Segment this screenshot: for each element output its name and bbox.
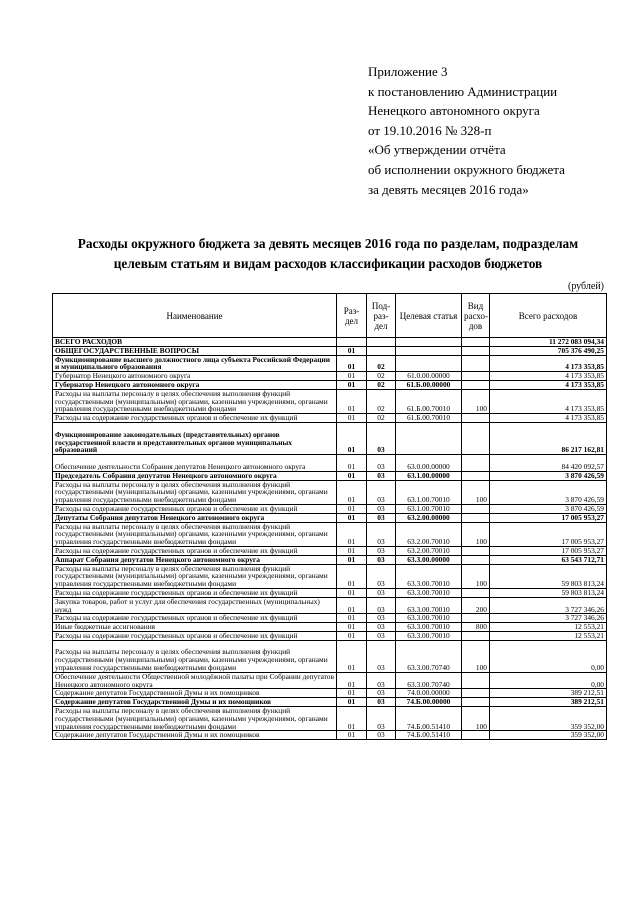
header-razdel: Раз-дел bbox=[337, 294, 367, 338]
row-razdel: 01 bbox=[337, 614, 367, 623]
row-razdel bbox=[337, 338, 367, 347]
appendix-line: «Об утверждении отчёта bbox=[368, 142, 506, 158]
row-razdel: 01 bbox=[337, 414, 367, 423]
row-razdel: 01 bbox=[337, 597, 367, 614]
row-article: 63.1.00.70010 bbox=[396, 504, 462, 513]
header-vid: Вид расхо-дов bbox=[462, 294, 490, 338]
row-name: Губернатор Ненецкого автономного округа bbox=[53, 372, 337, 381]
appendix-block bbox=[368, 62, 628, 199]
row-name: ВСЕГО РАСХОДОВ bbox=[53, 338, 337, 347]
table-row bbox=[53, 338, 607, 347]
header-article: Целевая статья bbox=[396, 294, 462, 338]
row-razdel: 01 bbox=[337, 471, 367, 480]
row-vid: 800 bbox=[462, 623, 490, 632]
row-name: Расходы на содержание государственных органов и обеспечение их функций bbox=[53, 614, 337, 623]
row-razdel: 01 bbox=[337, 689, 367, 698]
row-razdel: 01 bbox=[337, 698, 367, 707]
table-row bbox=[53, 422, 607, 454]
row-razdel: 01 bbox=[337, 564, 367, 588]
row-article: 63.3.00.70740 bbox=[396, 640, 462, 672]
row-article bbox=[396, 338, 462, 347]
units-label: (рублей) bbox=[567, 281, 604, 292]
row-vid bbox=[462, 355, 490, 372]
row-razdel: 01 bbox=[337, 522, 367, 546]
row-razdel: 01 bbox=[337, 640, 367, 672]
row-name: Расходы на содержание государственных органов и обеспечение их функций bbox=[53, 588, 337, 597]
table-row bbox=[53, 380, 607, 389]
row-vid bbox=[462, 631, 490, 640]
table-row bbox=[53, 414, 607, 423]
row-vid bbox=[462, 588, 490, 597]
row-razdel: 01 bbox=[337, 389, 367, 413]
row-total: 3 870 426,59 bbox=[490, 480, 607, 504]
row-total: 11 272 083 094,34 bbox=[490, 338, 607, 347]
row-total: 84 420 092,57 bbox=[490, 455, 607, 472]
table-row bbox=[53, 389, 607, 413]
row-name: ОБЩЕГОСУДАРСТВЕННЫЕ ВОПРОСЫ bbox=[53, 346, 337, 355]
row-article bbox=[396, 355, 462, 372]
title-line-1: Расходы окружного бюджета за девять месяцев 2016 года по разделам, подразделам bbox=[77, 236, 579, 251]
table-body bbox=[53, 338, 607, 740]
row-razdel: 01 bbox=[337, 422, 367, 454]
row-total: 4 173 353,85 bbox=[490, 389, 607, 413]
row-total: 4 173 353,85 bbox=[490, 414, 607, 423]
row-article: 61.Б.00.70010 bbox=[396, 389, 462, 413]
row-vid: 100 bbox=[462, 389, 490, 413]
row-total: 705 376 490,25 bbox=[490, 346, 607, 355]
row-article: 63.3.00.70010 bbox=[396, 631, 462, 640]
row-total: 389 212,51 bbox=[490, 689, 607, 698]
row-podrazdel: 03 bbox=[367, 731, 396, 740]
row-article: 63.3.00.70010 bbox=[396, 588, 462, 597]
row-podrazdel: 03 bbox=[367, 471, 396, 480]
row-podrazdel: 03 bbox=[367, 698, 396, 707]
row-total: 86 217 162,81 bbox=[490, 422, 607, 454]
row-article: 63.3.00.70740 bbox=[396, 672, 462, 689]
row-name: Расходы на содержание государственных органов и обеспечение их функций bbox=[53, 631, 337, 640]
row-razdel: 01 bbox=[337, 707, 367, 731]
table-row bbox=[53, 555, 607, 564]
row-podrazdel: 02 bbox=[367, 380, 396, 389]
row-podrazdel: 03 bbox=[367, 623, 396, 632]
row-article: 63.3.00.70010 bbox=[396, 614, 462, 623]
table-row bbox=[53, 471, 607, 480]
row-vid bbox=[462, 471, 490, 480]
row-podrazdel: 03 bbox=[367, 631, 396, 640]
table-row bbox=[53, 731, 607, 740]
table-row bbox=[53, 522, 607, 546]
row-podrazdel: 03 bbox=[367, 546, 396, 555]
row-razdel: 01 bbox=[337, 372, 367, 381]
header-podrazdel: Под-раз-дел bbox=[367, 294, 396, 338]
row-total: 389 212,51 bbox=[490, 698, 607, 707]
row-podrazdel: 02 bbox=[367, 355, 396, 372]
row-vid bbox=[462, 338, 490, 347]
row-razdel: 01 bbox=[337, 731, 367, 740]
row-razdel: 01 bbox=[337, 546, 367, 555]
row-razdel: 01 bbox=[337, 631, 367, 640]
row-name: Обеспечение деятельности Собрания депутатов Ненецкого автономного округа bbox=[53, 455, 337, 472]
table-row bbox=[53, 640, 607, 672]
table-header-row bbox=[53, 294, 607, 338]
row-vid bbox=[462, 731, 490, 740]
row-article: 63.3.00.70010 bbox=[396, 564, 462, 588]
appendix-line: к постановлению Администрации bbox=[368, 83, 558, 99]
row-podrazdel: 03 bbox=[367, 707, 396, 731]
document-title bbox=[40, 234, 616, 274]
row-podrazdel: 02 bbox=[367, 372, 396, 381]
row-vid bbox=[462, 546, 490, 555]
row-total: 3 727 346,26 bbox=[490, 597, 607, 614]
row-article: 63.2.00.70010 bbox=[396, 522, 462, 546]
expenditure-table bbox=[52, 293, 607, 740]
row-podrazdel bbox=[367, 346, 396, 355]
row-razdel: 01 bbox=[337, 555, 367, 564]
row-vid: 100 bbox=[462, 707, 490, 731]
row-vid: 100 bbox=[462, 640, 490, 672]
row-total: 59 803 813,24 bbox=[490, 564, 607, 588]
table-row bbox=[53, 355, 607, 372]
row-article: 63.3.00.00000 bbox=[396, 555, 462, 564]
row-vid bbox=[462, 455, 490, 472]
row-podrazdel: 03 bbox=[367, 513, 396, 522]
row-vid bbox=[462, 504, 490, 513]
table-row bbox=[53, 707, 607, 731]
table-row bbox=[53, 346, 607, 355]
row-article: 63.2.00.70010 bbox=[396, 546, 462, 555]
row-name: Губернатор Ненецкого автономного округа bbox=[53, 380, 337, 389]
row-podrazdel: 02 bbox=[367, 389, 396, 413]
appendix-line: от 19.10.2016 № 328-п bbox=[368, 122, 492, 138]
row-name: Расходы на выплаты персоналу в целях обеспечения выполнения функций государственными (муниципальными) органами, казенными учреждениями, органами управления государственными внебюджетными фондами bbox=[53, 707, 337, 731]
row-total: 12 553,21 bbox=[490, 631, 607, 640]
row-podrazdel: 03 bbox=[367, 480, 396, 504]
row-total: 3 870 426,59 bbox=[490, 471, 607, 480]
row-name: Функционирование высшего должностного лица субъекта Российской Федерации и муниципального образования bbox=[53, 355, 337, 372]
row-total: 359 352,00 bbox=[490, 731, 607, 740]
row-name: Расходы на выплаты персоналу в целях обеспечения выполнения функций государственными (муниципальными) органами, казенными учреждениями, органами управления государственными внебюджетными фондами bbox=[53, 522, 337, 546]
row-razdel: 01 bbox=[337, 513, 367, 522]
row-podrazdel: 03 bbox=[367, 455, 396, 472]
row-vid bbox=[462, 372, 490, 381]
row-name: Аппарат Собрания депутатов Ненецкого автономного округа bbox=[53, 555, 337, 564]
row-article: 61.0.00.00000 bbox=[396, 372, 462, 381]
row-total: 3 870 426,59 bbox=[490, 504, 607, 513]
row-vid bbox=[462, 380, 490, 389]
row-vid bbox=[462, 346, 490, 355]
row-vid bbox=[462, 614, 490, 623]
table-row bbox=[53, 672, 607, 689]
row-article: 63.2.00.00000 bbox=[396, 513, 462, 522]
row-total: 3 727 346,26 bbox=[490, 614, 607, 623]
row-vid bbox=[462, 698, 490, 707]
row-podrazdel: 03 bbox=[367, 689, 396, 698]
row-total: 63 543 712,71 bbox=[490, 555, 607, 564]
row-name: Председатель Собрания депутатов Ненецкого автономного округа bbox=[53, 471, 337, 480]
row-podrazdel bbox=[367, 338, 396, 347]
row-podrazdel: 03 bbox=[367, 588, 396, 597]
appendix-line: Приложение 3 bbox=[368, 64, 448, 79]
table-row bbox=[53, 614, 607, 623]
row-article: 61.Б.00.00000 bbox=[396, 380, 462, 389]
row-razdel: 01 bbox=[337, 380, 367, 389]
row-name: Расходы на выплаты персоналу в целях обеспечения выполнения функций государственными (муниципальными) органами, казенными учреждениями, органами управления государственными внебюджетными фондами bbox=[53, 389, 337, 413]
row-vid bbox=[462, 422, 490, 454]
table-row bbox=[53, 480, 607, 504]
row-total: 4 173 353,85 bbox=[490, 380, 607, 389]
row-total: 12 553,21 bbox=[490, 623, 607, 632]
row-vid: 100 bbox=[462, 522, 490, 546]
row-total: 59 803 813,24 bbox=[490, 588, 607, 597]
row-name: Расходы на содержание государственных органов и обеспечение их функций bbox=[53, 414, 337, 423]
row-razdel: 01 bbox=[337, 455, 367, 472]
row-name: Содержание депутатов Государственной Думы и их помощников bbox=[53, 698, 337, 707]
row-total: 0,00 bbox=[490, 672, 607, 689]
row-podrazdel: 03 bbox=[367, 564, 396, 588]
row-podrazdel: 03 bbox=[367, 597, 396, 614]
row-vid: 100 bbox=[462, 480, 490, 504]
row-podrazdel: 03 bbox=[367, 672, 396, 689]
row-razdel: 01 bbox=[337, 355, 367, 372]
row-article bbox=[396, 422, 462, 454]
row-total: 0,00 bbox=[490, 640, 607, 672]
row-article: 63.3.00.70010 bbox=[396, 623, 462, 632]
row-podrazdel: 03 bbox=[367, 504, 396, 513]
row-name: Содержание депутатов Государственной Думы и их помощников bbox=[53, 689, 337, 698]
header-total: Всего расходов bbox=[490, 294, 607, 338]
row-name: Расходы на содержание государственных органов и обеспечение их функций bbox=[53, 504, 337, 513]
row-podrazdel: 03 bbox=[367, 522, 396, 546]
row-vid bbox=[462, 689, 490, 698]
row-vid bbox=[462, 513, 490, 522]
appendix-line: за девять месяцев 2016 года» bbox=[368, 181, 529, 197]
row-article: 63.0.00.00000 bbox=[396, 455, 462, 472]
appendix-line: об исполнении окружного бюджета bbox=[368, 161, 565, 177]
row-name: Иные бюджетные ассигнования bbox=[53, 623, 337, 632]
row-vid: 200 bbox=[462, 597, 490, 614]
row-article: 74.Б.00.00000 bbox=[396, 698, 462, 707]
row-article: 63.1.00.00000 bbox=[396, 471, 462, 480]
table-row bbox=[53, 623, 607, 632]
row-razdel: 01 bbox=[337, 672, 367, 689]
table-row bbox=[53, 689, 607, 698]
row-vid bbox=[462, 672, 490, 689]
row-total: 17 005 953,27 bbox=[490, 546, 607, 555]
header-name: Наименование bbox=[53, 294, 337, 338]
row-vid bbox=[462, 555, 490, 564]
appendix-line: Ненецкого автономного округа bbox=[368, 103, 540, 119]
row-article: 74.0.00.00000 bbox=[396, 689, 462, 698]
row-total: 4 173 353,85 bbox=[490, 372, 607, 381]
row-razdel: 01 bbox=[337, 588, 367, 597]
table-row bbox=[53, 504, 607, 513]
title-line-2: целевым статьям и видам расходов классификации расходов бюджетов bbox=[113, 256, 543, 271]
row-article: 74.Б.00.51410 bbox=[396, 707, 462, 731]
row-podrazdel: 03 bbox=[367, 640, 396, 672]
row-podrazdel: 03 bbox=[367, 422, 396, 454]
row-total: 17 005 953,27 bbox=[490, 513, 607, 522]
row-razdel: 01 bbox=[337, 480, 367, 504]
table-row bbox=[53, 631, 607, 640]
table-row bbox=[53, 597, 607, 614]
row-podrazdel: 03 bbox=[367, 614, 396, 623]
row-podrazdel: 02 bbox=[367, 414, 396, 423]
row-article: 61.Б.00.70010 bbox=[396, 414, 462, 423]
row-article: 74.Б.00.51410 bbox=[396, 731, 462, 740]
row-vid: 100 bbox=[462, 564, 490, 588]
row-name: Расходы на содержание государственных органов и обеспечение их функций bbox=[53, 546, 337, 555]
row-razdel: 01 bbox=[337, 623, 367, 632]
row-name: Расходы на выплаты персоналу в целях обеспечения выполнения функций государственными (муниципальными) органами, казенными учреждениями, органами управления государственными внебюджетными фондами bbox=[53, 640, 337, 672]
row-name: Расходы на выплаты персоналу в целях обеспечения выполнения функций государственными (муниципальными) органами, казенными учреждениями, органами управления государственными внебюджетными фондами bbox=[53, 480, 337, 504]
row-article bbox=[396, 346, 462, 355]
table-row bbox=[53, 455, 607, 472]
row-name: Закупка товаров, работ и услуг для обеспечения государственных (муниципальных) нужд bbox=[53, 597, 337, 614]
row-razdel: 01 bbox=[337, 346, 367, 355]
table-row bbox=[53, 546, 607, 555]
row-article: 63.1.00.70010 bbox=[396, 480, 462, 504]
row-name: Депутаты Собрания депутатов Ненецкого автономного округа bbox=[53, 513, 337, 522]
row-podrazdel: 03 bbox=[367, 555, 396, 564]
row-name: Функционирование законодательных (представительных) органов государственной власти и представительных органов муниципальных образований bbox=[53, 422, 337, 454]
row-total: 17 005 953,27 bbox=[490, 522, 607, 546]
row-name: Содержание депутатов Государственной Думы и их помощников bbox=[53, 731, 337, 740]
row-vid bbox=[462, 414, 490, 423]
row-total: 359 352,00 bbox=[490, 707, 607, 731]
table-row bbox=[53, 513, 607, 522]
table-row bbox=[53, 372, 607, 381]
row-name: Обеспечение деятельности Общественной молодёжной палаты при Собрании депутатов Ненецкого автономного округа bbox=[53, 672, 337, 689]
row-name: Расходы на выплаты персоналу в целях обеспечения выполнения функций государственными (муниципальными) органами, казенными учреждениями, органами управления государственными внебюджетными фондами bbox=[53, 564, 337, 588]
table-row bbox=[53, 564, 607, 588]
table-row bbox=[53, 698, 607, 707]
table-row bbox=[53, 588, 607, 597]
row-total: 4 173 353,85 bbox=[490, 355, 607, 372]
row-article: 63.3.00.70010 bbox=[396, 597, 462, 614]
row-razdel: 01 bbox=[337, 504, 367, 513]
